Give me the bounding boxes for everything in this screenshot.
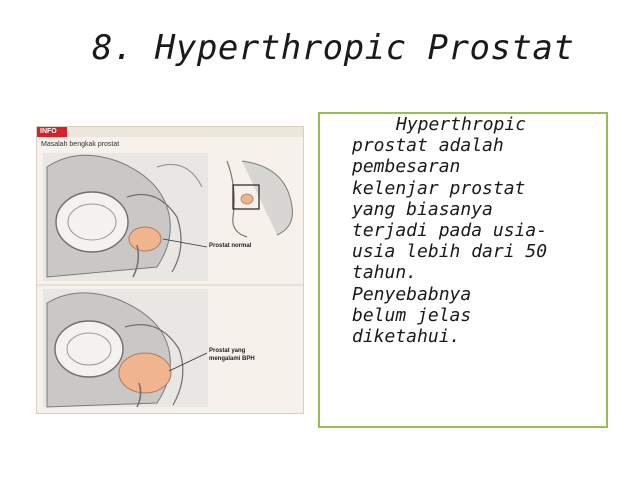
anatomy-figure bbox=[36, 126, 304, 414]
slide-title: 8. Hyperthropic Prostat bbox=[92, 28, 575, 68]
label-bph-line2: mengalami BPH bbox=[209, 356, 255, 362]
body-line: terjadi pada usia- bbox=[352, 220, 548, 242]
body-line: kelenjar prostat bbox=[352, 177, 526, 199]
body-line: diketahui. bbox=[352, 326, 461, 348]
normal-prostate-drawing bbox=[43, 153, 208, 281]
label-normal-prostate: Prostat normal bbox=[209, 243, 252, 249]
body-text bbox=[352, 114, 602, 347]
body-line: tahun. bbox=[352, 262, 418, 284]
anatomy-illustration bbox=[37, 127, 303, 413]
inset-body-outline bbox=[213, 157, 297, 237]
label-bph-line1: Prostat yang bbox=[209, 348, 246, 354]
body-line: belum jelas bbox=[352, 304, 472, 326]
body-line: Hyperthropic bbox=[396, 114, 527, 135]
info-badge: INFO bbox=[37, 127, 67, 137]
body-line: prostat adalah bbox=[352, 135, 504, 157]
body-line: usia lebih dari 50 bbox=[352, 241, 548, 263]
body-line: pembesaran bbox=[352, 156, 461, 178]
figure-caption: Masalah bengkak prostat bbox=[41, 141, 120, 148]
bph-prostate-drawing bbox=[43, 289, 208, 407]
body-line: yang biasanya bbox=[352, 198, 493, 220]
body-line: Penyebabnya bbox=[352, 283, 472, 305]
